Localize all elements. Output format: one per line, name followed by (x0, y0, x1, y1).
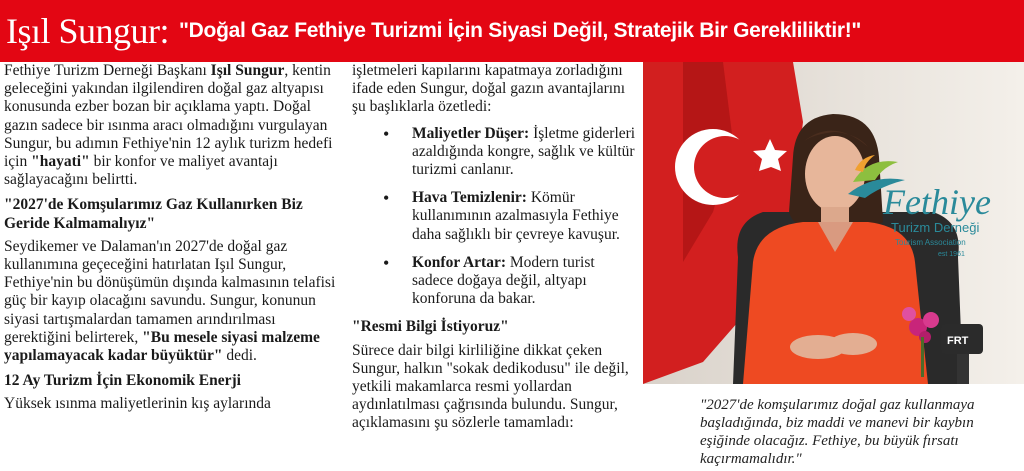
subheading-12-ay: 12 Ay Turizm İçin Ekonomik Enerji (4, 372, 241, 390)
list-item: • Maliyetler Düşer: İşletme giderleri azaldığında kongre, sağlık ve kültür turizmi canlanır. (352, 125, 638, 180)
logo-est: est 1961 (938, 251, 965, 258)
headline-title: "Doğal Gaz Fethiye Turizmi İçin Siyasi Değil, Stratejik Bir Gerekliliktir!" (179, 19, 862, 42)
paragraph-isinma: Yüksek ısınma maliyetlerinin kış aylarında (4, 395, 271, 413)
subheading-resmi-bilgi: "Resmi Bilgi İstiyoruz" (352, 318, 509, 336)
list-item: • Hava Temizlenir: Kömür kullanımının azalmasıyla Fethiye daha sağlıklı bir çevreye kavuşur. (352, 189, 638, 244)
logo-word: Fethiye (883, 182, 991, 222)
intro-paragraph: Fethiye Turizm Derneği Başkanı Işıl Sungur, kentin geleceğini yakından ilgilendiren doğal gaz altyapısı konusunda ezber bozan bir açıklama yaptı. Doğal gazın sadece bir ısınma aracı olmadığını vurgulayan Sungur, bu adımın Fethiye'nin 12 aylık turizm hedefi için "hayati" bir konfor ve maliyet avantajı sağlayacağını belirtti. (4, 62, 333, 189)
logo-sub2: Tourism Association (895, 238, 966, 247)
subheading-komsular: "2027'de Komşularımız Gaz Kullanırken Biz Geride Kalmamalıyız" (4, 196, 303, 232)
article-column-1 (4, 62, 338, 414)
article-column-2 (352, 62, 638, 433)
paragraph-isletmeler: işletmeleri kapılarını kapatmaya zorladığını ifade eden Sungur, doğal gazın avantajlarını şu başlıklarla özetledi: (352, 62, 626, 116)
paragraph-surece: Sürece dair bilgi kirliliğine dikkat çeken Sungur, halkın "sokak dedikodusu" ile değil, yetkili makamlarca resmi yollardan aydınlatılması çağrısında bulundu. Sungur, açıklamasını şu sözlerle tamamladı: (352, 341, 629, 432)
advantages-list (352, 125, 638, 309)
mic-label: FRT (947, 335, 969, 347)
interview-photo (643, 62, 1024, 384)
headline-name: Işıl Sungur: (6, 11, 170, 51)
logo-sub1: Turizm Derneği (891, 220, 980, 235)
headline-banner (0, 0, 1024, 62)
photo-caption: "2027'de komşularımız doğal gaz kullanmaya başladığında, biz maddi ve manevi bir kaybın eşiğinde olacağız. Fethiye, bu büyük fırsatı kaçırmamalıdır." (700, 397, 975, 467)
paragraph-seydikemer: Seydikemer ve Dalaman'ın 2027'de doğal gaz kullanımına geçeceğini hatırlatan Işıl Sungur, Fethiye'nin bu dönüşümün dışında kalmasının telafisi güç bir kayıp olacağını savundu. Sungur, konunun siyasi tartışmalardan tamamen arındırılması gerektiğini belirterek, "Bu mesele siyasi malzeme yapılamayacak kadar büyüktür" dedi. (4, 237, 336, 365)
list-item: • Konfor Artar: Modern turist sadece doğaya değil, altyapı konforuna da bakar. (352, 254, 638, 309)
